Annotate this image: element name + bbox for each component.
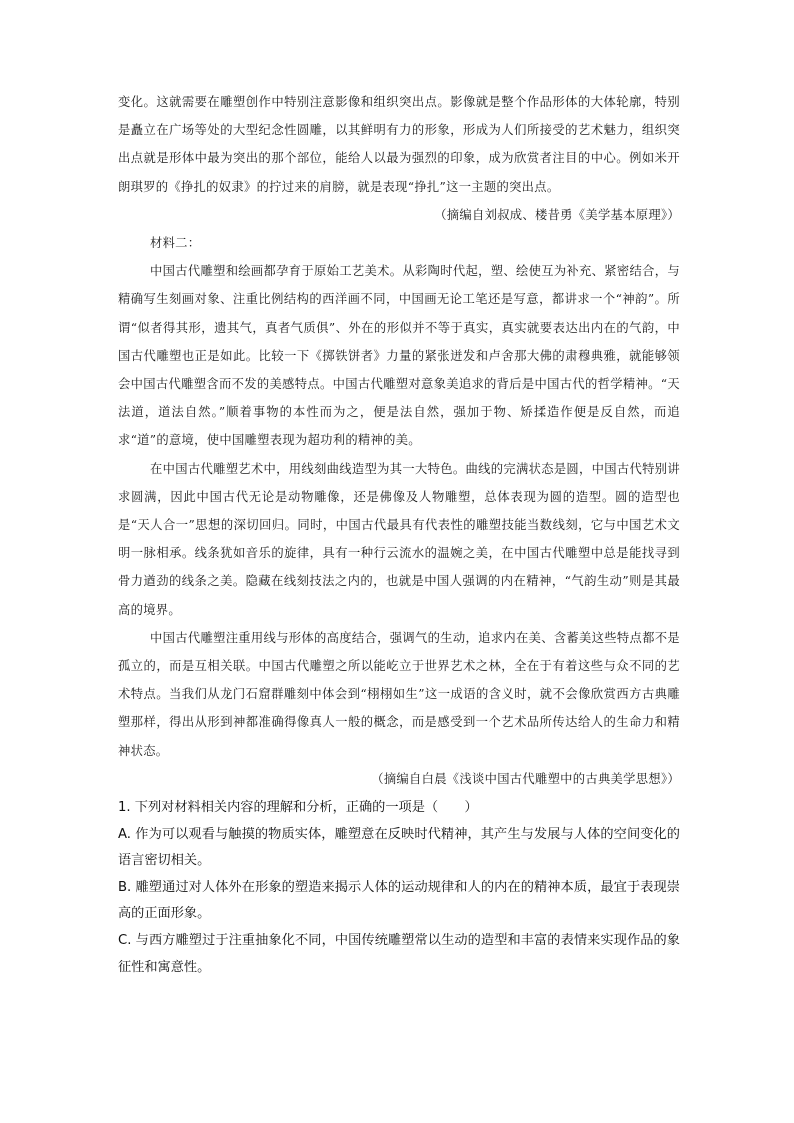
question-block <box>118 795 680 981</box>
material-two-label: 材料二： <box>149 236 201 251</box>
material-two-paragraph-1: 中国古代雕塑和绘画都孕育于原始工艺美术。从彩陶时代起，塑、绘使互为补充、紧密结合，与精确写生刻画对象、注重比例结构的西洋画不同，中国画无论工笔还是写意，都讲求一个“神韵”。所谓“似者得其形，遗其气，真者气质俱”、外在的形似并不等于真实，真实就要表达出内在的气韵，中国古代雕塑也正是如此。比较一下《掷铁饼者》力量的紧张迸发和卢舍那大佛的肃穆典雅，就能够领会中国古代雕塑含而不发的美感特点。中国古代雕塑对意象美追求的背后是中国古代的哲学精神。“天法道，道法自然。”顺着事物的本性而为之，便是法自然，强加于物、矫揉造作便是反自然，而追求“道”的意境，使中国雕塑表现为超功利的精神的美。 <box>118 264 680 448</box>
material-two-paragraph-3: 中国古代雕塑注重用线与形体的高度结合，强调气的生动，追求内在美、含蓄美这些特点都不是孤立的，而是互相关联。中国古代雕塑之所以能屹立于世界艺术之林，全在于有着这些与众不同的艺术特点。当我们从龙门石窟群雕刻中体会到“栩栩如生”这一成语的含义时，就不会像欣赏西方古典雕塑那样，得出从形到神都准确得像真人一般的概念，而是感受到一个艺术品所传达给人的生命力和精神状态。 <box>118 630 680 758</box>
document-content <box>118 88 680 981</box>
option-a[interactable]: A. 作为可以观看与触摸的物质实体，雕塑意在反映时代精神，其产生与发展与人体的空间变化的语言密切相关。 <box>118 826 680 869</box>
question-stem: 1. 下列对材料相关内容的理解和分析，正确的一项是（ ） <box>118 800 478 816</box>
material-one-paragraph: 变化。这就需要在雕塑创作中特别注意影像和组织突出点。影像就是整个作品形体的大体轮廓，特别是矗立在广场等处的大型纪念性圆雕，以其鲜明有力的形象，形成为人们所接受的艺术魅力，组织突出点就是形体中最为突出的那个部位，能给人以最为强烈的印象，成为欣赏者注目的中心。例如米开朗琪罗的《挣扎的奴隶》的拧过来的肩膀，就是表现“挣扎”这一主题的突出点。 <box>118 95 680 194</box>
material-one-source: （摘编自刘叔成、楼昔勇《美学基本原理》） <box>434 207 680 222</box>
material-two-paragraph-2: 在中国古代雕塑艺术中，用线刻曲线造型为其一大特色。曲线的完满状态是圆，中国古代特别讲求圆满，因此中国古代无论是动物雕像，还是佛像及人物雕塑，总体表现为圆的造型。圆的造型也是“天人合一”思想的深切回归。同时，中国古代最具有代表性的雕塑技能当数线刻，它与中国艺术文明一脉相承。线条犹如音乐的旋律，具有一种行云流水的温婉之美，在中国古代雕塑中总是能找寻到骨力遒劲的线条之美。隐藏在线刻技法之内的，也就是中国人强调的内在精神，“气韵生动”则是其最高的境界。 <box>118 461 680 617</box>
option-c[interactable]: C. 与西方雕塑过于注重抽象化不同，中国传统雕塑常以生动的造型和丰富的表情来实现作品的象征性和寓意性。 <box>118 933 680 975</box>
option-b[interactable]: B. 雕塑通过对人体外在形象的塑造来揭示人体的运动规律和人的内在的精神本质，最宜于表现崇高的正面形象。 <box>118 879 680 922</box>
material-one-excerpt <box>118 88 680 229</box>
material-two-source: （摘编自白晨《浅谈中国古代雕塑中的古典美学思想》） <box>371 771 680 786</box>
material-two <box>118 229 680 793</box>
